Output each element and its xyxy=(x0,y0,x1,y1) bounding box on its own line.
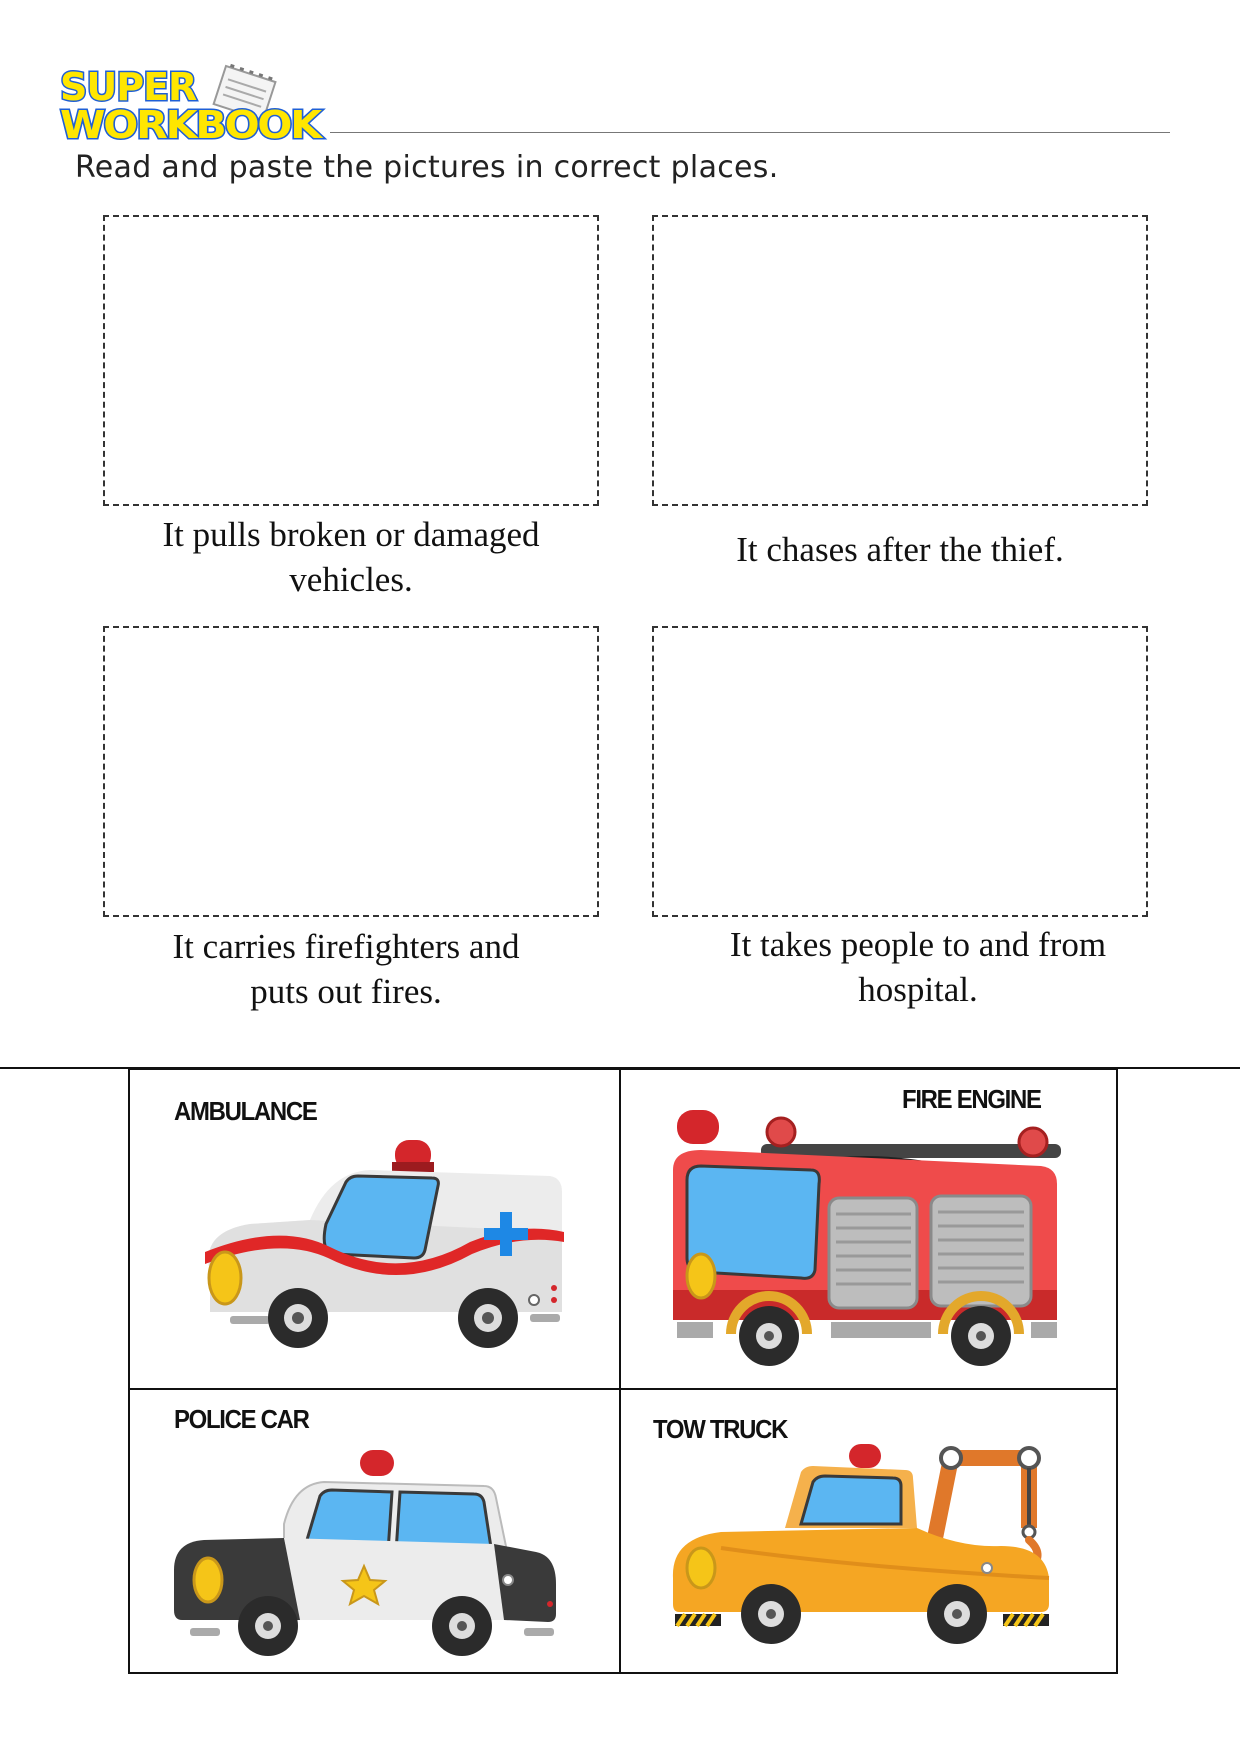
ambulance-icon xyxy=(170,1132,570,1372)
card-fire-engine[interactable] xyxy=(621,1070,1116,1388)
card-label-ambulance: AMBULANCE xyxy=(174,1096,317,1126)
paste-box-3[interactable] xyxy=(103,626,599,917)
instruction-text: Read and paste the pictures in correct places. xyxy=(75,150,779,185)
logo-line2: WORKBOOK xyxy=(60,103,324,147)
card-police-car[interactable] xyxy=(130,1390,619,1672)
caption-2-line-1: It chases after the thief. xyxy=(736,530,1064,569)
paste-box-1[interactable] xyxy=(103,215,599,506)
hazard-stripes-front xyxy=(675,1614,721,1626)
fire-engine-icon xyxy=(661,1110,1081,1370)
header-rule xyxy=(330,132,1170,133)
card-label-fire-engine: FIRE ENGINE xyxy=(902,1084,1041,1114)
card-ambulance[interactable] xyxy=(130,1070,619,1388)
caption-2 xyxy=(652,527,1148,572)
caption-1 xyxy=(103,512,599,602)
caption-3 xyxy=(98,924,594,1014)
tow-truck-icon xyxy=(661,1428,1081,1658)
paste-box-2[interactable] xyxy=(652,215,1148,506)
caption-4-line-2: hospital. xyxy=(858,970,978,1009)
cutout-cards-grid xyxy=(128,1068,1118,1674)
logo-line1: SUPER xyxy=(60,65,197,109)
caption-1-line-2: vehicles. xyxy=(289,560,413,599)
hazard-stripes-rear xyxy=(1003,1614,1049,1626)
caption-3-line-1: It carries firefighters and xyxy=(172,927,520,966)
caption-4 xyxy=(670,922,1166,1012)
card-label-police-car: POLICE CAR xyxy=(174,1404,309,1434)
police-car-icon xyxy=(164,1444,564,1664)
super-workbook-logo xyxy=(58,62,328,152)
caption-1-line-1: It pulls broken or damaged xyxy=(162,515,540,554)
caption-4-line-1: It takes people to and from xyxy=(729,925,1107,964)
card-tow-truck[interactable] xyxy=(621,1390,1116,1672)
paste-box-4[interactable] xyxy=(652,626,1148,917)
card-label-tow-truck: TOW TRUCK xyxy=(653,1414,788,1444)
caption-3-line-2: puts out fires. xyxy=(250,972,442,1011)
